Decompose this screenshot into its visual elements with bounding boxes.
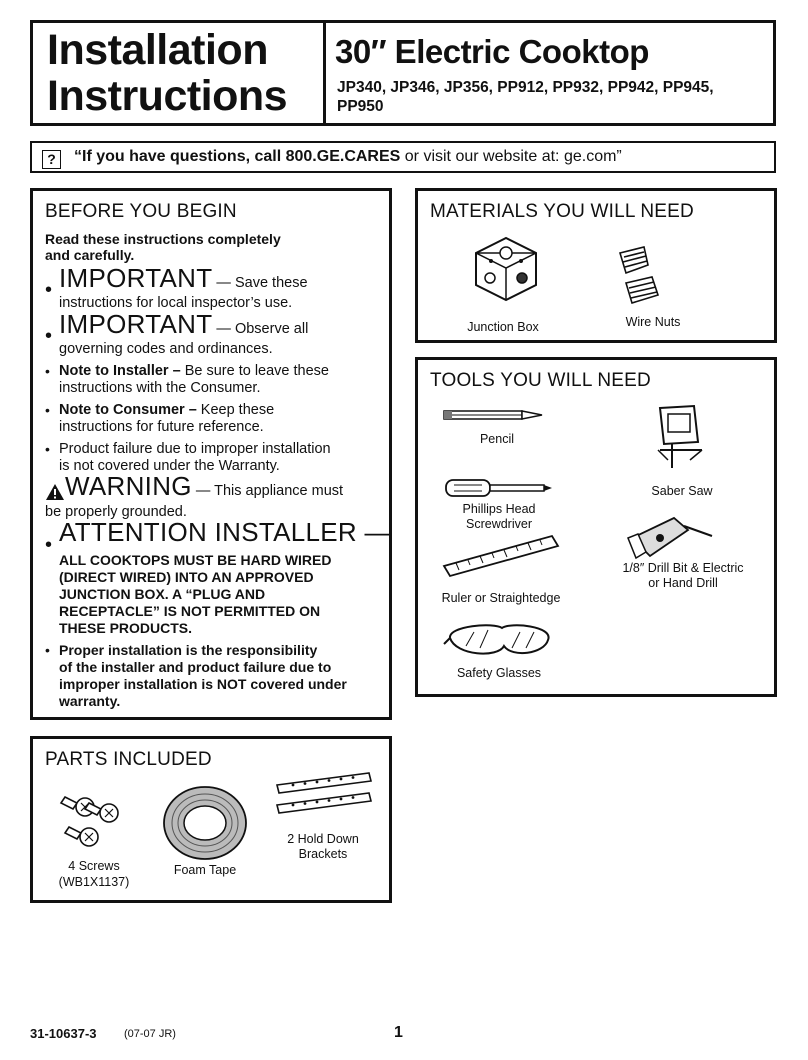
failure-line-2: is not covered under the Warranty. bbox=[59, 458, 280, 474]
intro-line-1: Read these instructions completely bbox=[45, 231, 281, 247]
brackets-label-line-2: Brackets bbox=[298, 847, 348, 861]
note-installer-line-2: instructions with the Consumer. bbox=[59, 380, 261, 396]
proper-line: of the installer and product failure due to bbox=[59, 659, 332, 675]
proper-line: improper installation is NOT covered under bbox=[59, 676, 347, 692]
questions-website: or visit our website at: ge.com” bbox=[400, 148, 622, 165]
note-consumer-text: Keep these bbox=[196, 402, 275, 418]
bullet-dot: • bbox=[45, 363, 50, 379]
screwdriver-icon bbox=[444, 477, 556, 499]
important-1-heading: IMPORTANT bbox=[59, 263, 213, 293]
section-title: PARTS INCLUDED bbox=[45, 749, 212, 770]
materials-section bbox=[415, 188, 777, 343]
important-1-line-2: instructions for local inspector’s use. bbox=[59, 295, 293, 311]
important-2 bbox=[59, 309, 399, 339]
important-1 bbox=[59, 263, 399, 293]
attention-heading: ATTENTION INSTALLER bbox=[59, 517, 357, 547]
section-title: BEFORE YOU BEGIN bbox=[45, 201, 237, 222]
proper-line: warranty. bbox=[59, 693, 121, 709]
document-code: 31-10637-3 bbox=[30, 1026, 97, 1041]
junction-box-icon bbox=[466, 233, 546, 305]
section-title: TOOLS YOU WILL NEED bbox=[430, 370, 651, 391]
questions-banner bbox=[30, 141, 776, 173]
proper-line: Proper installation is the responsibility bbox=[59, 642, 318, 658]
safety-glasses-label: Safety Glasses bbox=[456, 666, 542, 680]
intro-line-2: and carefully. bbox=[45, 247, 135, 263]
bullet-dot: • bbox=[45, 279, 53, 301]
bullet-dot: • bbox=[45, 325, 53, 347]
important-2-text: — Observe all bbox=[212, 321, 309, 337]
product-title: 30″ Electric Cooktop bbox=[335, 33, 649, 70]
note-installer-label: Note to Installer – bbox=[59, 363, 181, 379]
wire-nuts-label: Wire Nuts bbox=[625, 315, 681, 329]
attention-line: (DIRECT WIRED) INTO AN APPROVED bbox=[59, 569, 314, 585]
bullet-dot: • bbox=[45, 441, 50, 457]
model-numbers: JP340, JP346, JP356, PP912, PP932, PP942, PP945, PP950 bbox=[337, 79, 714, 115]
safety-glasses-icon bbox=[444, 618, 556, 662]
drill-icon bbox=[624, 508, 720, 564]
screws-label-line-1: 4 Screws bbox=[68, 859, 120, 873]
attention-dash: — bbox=[357, 517, 391, 547]
note-installer-text: Be sure to leave these bbox=[180, 363, 329, 379]
attention-line: RECEPTACLE” IS NOT PERMITTED ON bbox=[59, 603, 321, 619]
header-title-panel bbox=[33, 23, 326, 123]
drill-label-line-2: or Hand Drill bbox=[648, 576, 718, 590]
note-consumer-line-2: instructions for future reference. bbox=[59, 419, 264, 435]
question-mark-icon: ? bbox=[42, 150, 61, 169]
attention-line: THESE PRODUCTS. bbox=[59, 620, 193, 636]
section-title: MATERIALS YOU WILL NEED bbox=[430, 201, 694, 222]
document-date: (07-07 JR) bbox=[124, 1028, 176, 1040]
screws-label-line-2: (WB1X1137) bbox=[58, 875, 130, 889]
brackets-icon bbox=[271, 769, 375, 819]
bullet-dot: • bbox=[45, 402, 50, 418]
warning-line-2: be properly grounded. bbox=[45, 504, 187, 520]
ruler-label: Ruler or Straightedge bbox=[441, 591, 561, 605]
pencil-label: Pencil bbox=[479, 432, 515, 446]
title-line-2: Instructions bbox=[47, 72, 288, 120]
bullet-dot: • bbox=[45, 642, 50, 658]
attention-line: JUNCTION BOX. A “PLUG AND bbox=[59, 586, 266, 602]
page-number: 1 bbox=[394, 1024, 403, 1041]
important-1-text: — Save these bbox=[212, 275, 308, 291]
screwdriver-label-line-1: Phillips Head bbox=[462, 502, 536, 516]
drill-label-line-1: 1/8″ Drill Bit & Electric bbox=[622, 561, 744, 575]
wire-nuts-icon bbox=[614, 243, 670, 311]
ruler-icon bbox=[440, 532, 562, 578]
note-installer bbox=[59, 363, 399, 380]
brackets-label-line-1: 2 Hold Down bbox=[287, 832, 359, 846]
failure-line-1: Product failure due to improper installation bbox=[59, 441, 331, 457]
title-line-1: Installation bbox=[47, 26, 268, 74]
foam-tape-icon bbox=[160, 783, 250, 863]
screws-icon bbox=[55, 787, 131, 855]
junction-box-label: Junction Box bbox=[467, 320, 539, 334]
bullet-dot: • bbox=[45, 534, 53, 556]
note-consumer-label: Note to Consumer – bbox=[59, 402, 197, 418]
warning-text: — This appliance must bbox=[191, 483, 344, 499]
warning-heading: WARNING bbox=[65, 471, 192, 501]
header-box bbox=[30, 20, 776, 126]
saber-saw-icon bbox=[650, 402, 710, 470]
parts-included-section bbox=[30, 736, 392, 903]
warning-triangle-icon bbox=[45, 483, 65, 501]
foam-tape-label: Foam Tape bbox=[173, 863, 237, 877]
questions-text bbox=[74, 148, 622, 166]
saber-saw-label: Saber Saw bbox=[651, 484, 713, 498]
before-you-begin-section bbox=[30, 188, 392, 720]
tools-section bbox=[415, 357, 777, 697]
important-2-line-2: governing codes and ordinances. bbox=[59, 341, 273, 357]
warning bbox=[65, 471, 405, 501]
pencil-icon bbox=[442, 408, 546, 422]
important-2-heading: IMPORTANT bbox=[59, 309, 213, 339]
note-consumer bbox=[59, 402, 399, 419]
attention-installer bbox=[59, 517, 399, 547]
attention-line: ALL COOKTOPS MUST BE HARD WIRED bbox=[59, 552, 332, 568]
questions-phone: “If you have questions, call 800.GE.CARES bbox=[74, 148, 401, 165]
screwdriver-label-line-2: Screwdriver bbox=[466, 517, 532, 531]
